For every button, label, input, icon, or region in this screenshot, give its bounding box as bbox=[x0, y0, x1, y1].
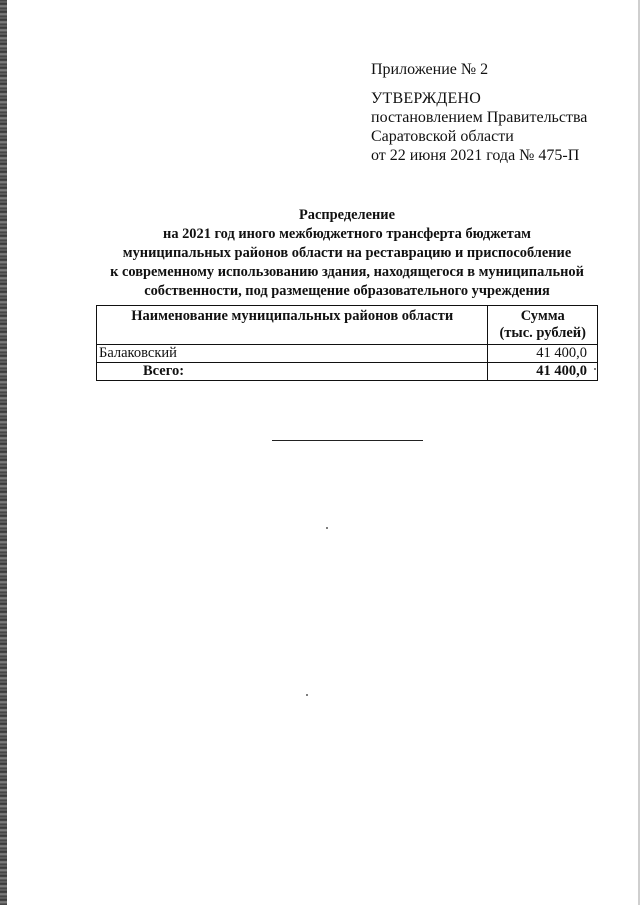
approval-line-3: от 22 июня 2021 года № 475-П bbox=[371, 147, 580, 164]
scan-edge-left bbox=[0, 0, 7, 905]
document-title bbox=[90, 206, 604, 301]
table-row bbox=[97, 345, 598, 363]
column-header-sum bbox=[488, 306, 598, 345]
total-sum: 41 400,0 bbox=[488, 363, 598, 381]
approval-line-2: Саратовской области bbox=[371, 128, 514, 145]
title-line-4: к современному использованию здания, находящегося в муниципальной bbox=[110, 264, 584, 280]
title-line-2: на 2021 год иного межбюджетного трансферта бюджетам bbox=[163, 226, 531, 242]
distribution-table bbox=[96, 305, 598, 381]
table-total-row bbox=[97, 363, 598, 381]
district-name: Балаковский bbox=[97, 345, 488, 363]
closing-rule bbox=[272, 440, 423, 441]
title-line-3: муниципальных районов области на реставрацию и приспособление bbox=[122, 245, 572, 261]
scan-speck bbox=[594, 368, 596, 370]
total-label: Всего: bbox=[97, 363, 488, 381]
title-line-5: собственности, под размещение образовательного учреждения bbox=[144, 283, 550, 299]
column-header-sum-line-2: (тыс. рублей) bbox=[499, 325, 586, 341]
district-sum: 41 400,0 bbox=[488, 345, 598, 363]
scan-speck bbox=[326, 527, 328, 529]
approved-stamp-text: УТВЕРЖДЕНО bbox=[371, 90, 482, 107]
column-header-sum-line-1: Сумма bbox=[520, 308, 565, 324]
table-header-row bbox=[97, 306, 598, 345]
appendix-number: Приложение № 2 bbox=[371, 61, 489, 78]
approval-line-1: постановлением Правительства bbox=[371, 109, 588, 126]
approval-block bbox=[371, 60, 611, 165]
title-line-1: Распределение bbox=[299, 207, 395, 223]
column-header-name: Наименование муниципальных районов области bbox=[97, 306, 488, 345]
scan-speck bbox=[306, 694, 308, 696]
